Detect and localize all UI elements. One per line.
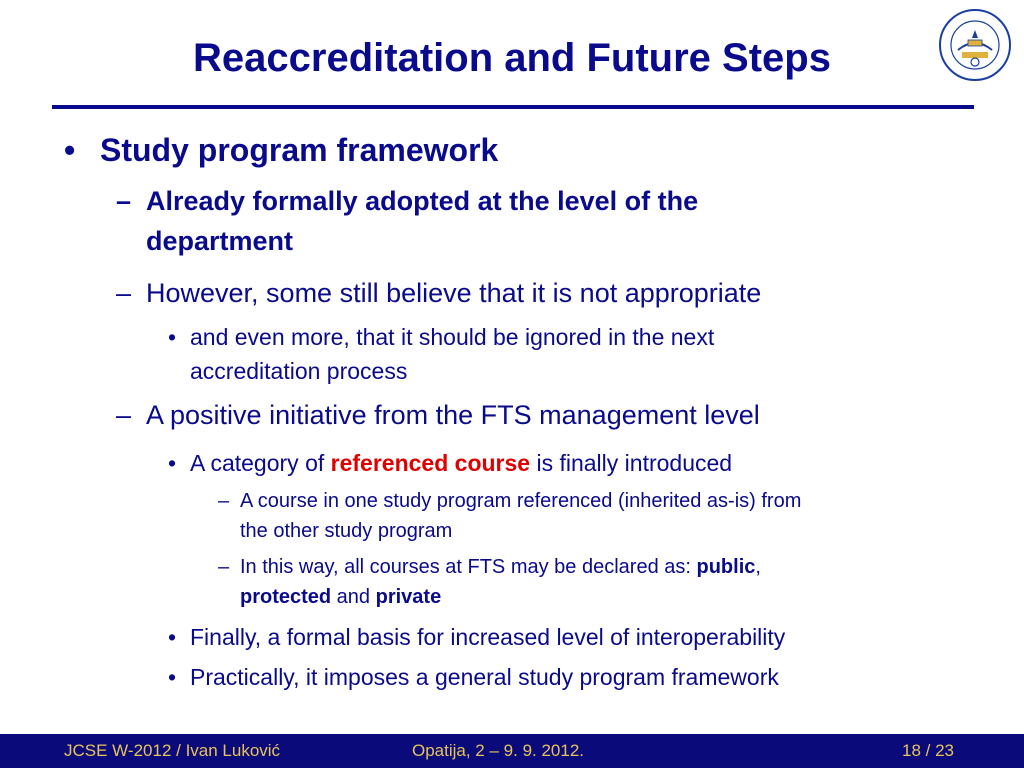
sub-bullet-already-adopted-line1: Already formally adopted at the level of the [146,186,699,216]
sub-bullet-however: However, some still believe that it is not appropriate [146,278,762,308]
title-divider [52,105,974,109]
level4-course-referenced-line2: the other study program [240,520,453,542]
bullet-marker: • [168,324,177,350]
dash-marker: – [116,186,132,216]
footer-author: JCSE W-2012 / Ivan Luković [64,741,281,760]
footer-page-number: 18 / 23 [902,741,954,760]
sub-sub-bullet-interoperability: Finally, a formal basis for increased level of interoperability [190,624,786,650]
sub-sub-bullet-referenced-course: A category of referenced course is finally introduced [190,450,733,476]
bullet-study-program-framework: Study program framework [100,132,499,168]
bullet-marker: • [168,450,177,476]
bullet-marker: • [168,624,177,650]
sub-bullet-already-adopted-line2: department [146,226,294,256]
keyword-private: private [375,586,442,608]
sub-sub-bullet-ignored-line1: and even more, that it should be ignored in the next [190,324,715,350]
dash-marker: – [218,556,230,578]
university-seal-logo [938,8,1012,82]
level4-declared-as-line1: In this way, all courses at FTS may be declared as: public, [240,556,761,578]
slide-footer [0,734,1024,768]
dash-marker: – [116,278,132,308]
dash-marker: – [218,490,230,512]
keyword-protected: protected [240,586,332,608]
keyword-public: public [696,556,756,578]
highlight-referenced-course: referenced course [330,450,531,476]
bullet-marker: • [64,132,76,168]
sub-bullet-positive-initiative: A positive initiative from the FTS management level [146,400,760,430]
dash-marker: – [116,400,132,430]
slide-title: Reaccreditation and Future Steps [193,36,831,80]
bullet-marker: • [168,664,177,690]
footer-location-date: Opatija, 2 – 9. 9. 2012. [412,741,585,760]
level4-course-referenced-line1: A course in one study program referenced (inherited as-is) from [240,490,802,512]
sub-sub-bullet-general-framework: Practically, it imposes a general study program framework [190,664,779,690]
level4-declared-as-line2: protected and private [240,586,442,608]
sub-sub-bullet-ignored-line2: accreditation process [190,358,408,384]
